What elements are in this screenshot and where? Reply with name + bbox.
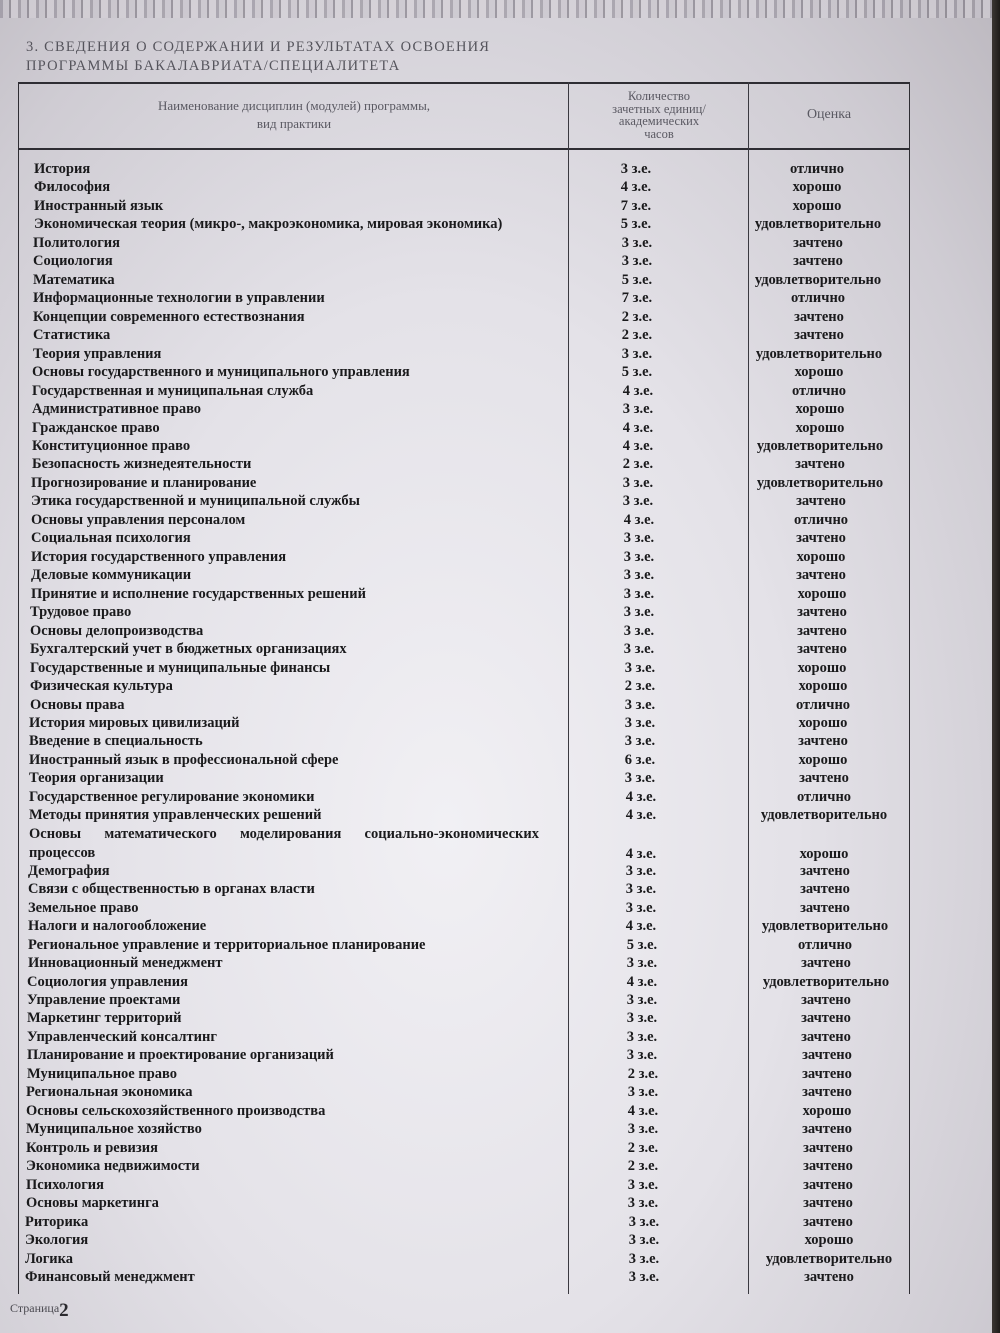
- credit-units: 3 з.е.: [628, 1214, 660, 1230]
- credit-units: 3 з.е.: [626, 1029, 658, 1045]
- credit-units: 3 з.е.: [623, 549, 655, 565]
- table-row: [0, 806, 992, 824]
- table-row: [0, 1102, 992, 1120]
- grade-value: зачтено: [796, 493, 846, 509]
- discipline-name: Статистика: [33, 327, 111, 343]
- discipline-name: Управленческий консалтинг: [27, 1029, 217, 1045]
- grade-value: зачтено: [803, 1158, 853, 1174]
- credit-units: 3 з.е.: [624, 660, 656, 676]
- discipline-name: Прогнозирование и планирование: [31, 475, 257, 491]
- grade-value: хорошо: [795, 420, 845, 436]
- discipline-name: Планирование и проектирование организаций: [27, 1047, 334, 1063]
- credit-units: 3 з.е.: [626, 992, 658, 1008]
- grade-value: отлично: [793, 512, 849, 528]
- table-row: [0, 1157, 992, 1175]
- table-row: [0, 234, 992, 252]
- discipline-name: Теория организации: [29, 770, 164, 786]
- table-row: [0, 215, 992, 233]
- discipline-name: Политология: [33, 235, 120, 251]
- table-row: [0, 1268, 992, 1286]
- discipline-name: Управление проектами: [27, 992, 181, 1008]
- grade-value: хорошо: [802, 1103, 852, 1119]
- credit-units: 7 з.е.: [621, 290, 653, 306]
- credit-units: 3 з.е.: [621, 253, 653, 269]
- credit-units: 2 з.е.: [624, 678, 656, 694]
- credit-units: 3 з.е.: [627, 1177, 659, 1193]
- credit-units: 3 з.е.: [628, 1269, 660, 1285]
- grade-value: хорошо: [798, 715, 848, 731]
- grade-value: удовлетворительно: [754, 272, 882, 288]
- table-row: [0, 178, 992, 196]
- credit-units: 5 з.е.: [620, 216, 652, 232]
- table-row: [0, 1028, 992, 1046]
- credit-units: 3 з.е.: [628, 1232, 660, 1248]
- credit-units: 3 з.е.: [622, 401, 654, 417]
- credit-units: 3 з.е.: [624, 715, 656, 731]
- grade-value: зачтено: [798, 733, 848, 749]
- discipline-name: Информационные технологии в управлении: [33, 290, 325, 306]
- discipline-name: Муниципальное хозяйство: [26, 1121, 202, 1137]
- section-title-line-2: ПРОГРАММЫ БАКАЛАВРИАТА/СПЕЦИАЛИТЕТА: [26, 58, 401, 74]
- credit-units: 3 з.е.: [627, 1084, 659, 1100]
- grade-value: зачтено: [802, 1047, 852, 1063]
- credit-units: 3 з.е.: [624, 733, 656, 749]
- credit-units: 3 з.е.: [620, 161, 652, 177]
- discipline-name: Иностранный язык: [34, 198, 164, 214]
- grade-value: зачтено: [797, 641, 847, 657]
- credit-units: 5 з.е.: [621, 272, 653, 288]
- credit-units: 3 з.е.: [624, 697, 656, 713]
- table-row: [0, 197, 992, 215]
- table-row: [0, 419, 992, 437]
- grade-value: зачтено: [797, 604, 847, 620]
- grade-value: зачтено: [802, 1121, 852, 1137]
- table-row: [0, 382, 992, 400]
- table-row: [0, 640, 992, 658]
- discipline-name: Государственное регулирование экономики: [29, 789, 315, 805]
- grade-value: зачтено: [804, 1269, 854, 1285]
- table-row: [0, 289, 992, 307]
- table-row: [0, 585, 992, 603]
- table-row: [0, 917, 992, 935]
- discipline-name: Социология: [33, 253, 113, 269]
- grade-value: удовлетворительно: [760, 807, 888, 823]
- credit-units: 3 з.е.: [623, 567, 655, 583]
- table-row: [0, 1213, 992, 1231]
- grade-value: зачтено: [795, 456, 845, 472]
- grade-value: хорошо: [799, 846, 849, 862]
- discipline-name: Бухгалтерский учет в бюджетных организациях: [30, 641, 347, 657]
- table-row: [0, 271, 992, 289]
- grade-value: удовлетворительно: [756, 475, 884, 491]
- table-row: [0, 529, 992, 547]
- discipline-name: Инновационный менеджмент: [28, 955, 223, 971]
- discipline-name: Финансовый менеджмент: [25, 1269, 195, 1285]
- grade-value: зачтено: [801, 955, 851, 971]
- credit-units: 3 з.е.: [623, 586, 655, 602]
- discipline-name: Основы управления персоналом: [31, 512, 246, 528]
- grade-value: зачтено: [796, 567, 846, 583]
- grade-value: удовлетворительно: [762, 974, 890, 990]
- discipline-name: Этика государственной и муниципальной службы: [31, 493, 360, 509]
- discipline-name: Риторика: [25, 1214, 89, 1230]
- grade-value: отлично: [797, 937, 853, 953]
- table-row: [0, 751, 992, 769]
- discipline-name: Муниципальное право: [27, 1066, 178, 1082]
- discipline-name: Маркетинг территорий: [27, 1010, 182, 1026]
- credit-units: 3 з.е.: [625, 863, 657, 879]
- page-number: 2: [59, 1300, 69, 1321]
- grade-value: удовлетворительно: [754, 216, 882, 232]
- table-row: [0, 788, 992, 806]
- credit-units: 4 з.е.: [625, 807, 657, 823]
- table-row: [0, 732, 992, 750]
- table-row: [0, 603, 992, 621]
- discipline-name: Основы маркетинга: [26, 1195, 159, 1211]
- discipline-name: Экономика недвижимости: [26, 1158, 200, 1174]
- grade-value: зачтено: [794, 327, 844, 343]
- grade-value: хорошо: [795, 401, 845, 417]
- credit-units: 3 з.е.: [624, 770, 656, 786]
- grade-value: зачтено: [802, 1084, 852, 1100]
- discipline-name: Деловые коммуникации: [31, 567, 192, 583]
- discipline-name: Земельное право: [28, 900, 139, 916]
- table-row: [0, 769, 992, 787]
- grade-value: хорошо: [794, 364, 844, 380]
- credit-units: 3 з.е.: [623, 604, 655, 620]
- discipline-name: История мировых цивилизаций: [29, 715, 240, 731]
- grade-value: удовлетворительно: [755, 346, 883, 362]
- grade-value: зачтено: [801, 1029, 851, 1045]
- grade-value: хорошо: [796, 549, 846, 565]
- grade-value: удовлетворительно: [756, 438, 884, 454]
- table-row: [0, 474, 992, 492]
- credit-units: 4 з.е.: [622, 383, 654, 399]
- table-row: [0, 400, 992, 418]
- grade-value: хорошо: [792, 198, 842, 214]
- discipline-name: Конституционное право: [32, 438, 191, 454]
- table-row: [0, 622, 992, 640]
- table-row: [0, 677, 992, 695]
- header-discipline-name: Наименование дисциплин (модулей) программы, вид практики: [157, 98, 431, 131]
- discipline-name: Психология: [26, 1177, 104, 1193]
- grade-value: зачтено: [803, 1195, 853, 1211]
- table-row: [0, 308, 992, 326]
- grade-value: отлично: [790, 290, 846, 306]
- discipline-name: Теория управления: [33, 346, 162, 362]
- credit-units: 4 з.е.: [625, 846, 657, 862]
- table-row: [0, 566, 992, 584]
- credit-units: 3 з.е.: [622, 475, 654, 491]
- discipline-name: Введение в специальность: [29, 733, 203, 749]
- grade-value: хорошо: [797, 586, 847, 602]
- discipline-name: Административное право: [32, 401, 202, 417]
- credit-units: 3 з.е.: [623, 623, 655, 639]
- credit-units: 2 з.е.: [621, 309, 653, 325]
- credit-units: 3 з.е.: [621, 346, 653, 362]
- grade-value: зачтено: [800, 881, 850, 897]
- grade-value: зачтено: [793, 235, 843, 251]
- table-row: [0, 659, 992, 677]
- credit-units: 4 з.е.: [622, 438, 654, 454]
- credit-units: 4 з.е.: [627, 1103, 659, 1119]
- grade-value: хорошо: [797, 660, 847, 676]
- credit-units: 5 з.е.: [626, 937, 658, 953]
- credit-units: 4 з.е.: [620, 179, 652, 195]
- discipline-name: Экология: [25, 1232, 89, 1248]
- discipline-name: Основы делопроизводства: [30, 623, 204, 639]
- table-row: [0, 492, 992, 510]
- credit-units: 3 з.е.: [627, 1195, 659, 1211]
- credit-units: 6 з.е.: [624, 752, 656, 768]
- table-row: [0, 345, 992, 363]
- table-row: [0, 991, 992, 1009]
- discipline-name: История государственного управления: [31, 549, 287, 565]
- credit-units: 2 з.е.: [622, 456, 654, 472]
- discipline-name: Социальная психология: [31, 530, 191, 546]
- grade-value: хорошо: [798, 752, 848, 768]
- discipline-name: Методы принятия управленческих решений: [29, 807, 322, 823]
- discipline-name: Основы государственного и муниципального управления: [32, 364, 410, 380]
- discipline-name: Иностранный язык в профессиональной сфере: [29, 752, 339, 768]
- header-grade: Оценка: [806, 106, 852, 122]
- table-row: [0, 1176, 992, 1194]
- grade-value: зачтено: [800, 863, 850, 879]
- header-credit-units: Количество зачетных единиц/ академических часов: [612, 89, 706, 141]
- grade-value: зачтено: [796, 530, 846, 546]
- table-row: [0, 714, 992, 732]
- discipline-name: Концепции современного естествознания: [33, 309, 305, 325]
- section-title-line-1: 3. СВЕДЕНИЯ О СОДЕРЖАНИИ И РЕЗУЛЬТАТАХ ОСВОЕНИЯ: [26, 39, 491, 55]
- table-row: [0, 1009, 992, 1027]
- table-row: [0, 455, 992, 473]
- discipline-name: Контроль и ревизия: [26, 1140, 158, 1156]
- grade-value: отлично: [789, 161, 845, 177]
- credit-units: 2 з.е.: [627, 1158, 659, 1174]
- discipline-name: Безопасность жизнедеятельности: [32, 456, 252, 472]
- table-row: [0, 1120, 992, 1138]
- discipline-name: Экономическая теория (микро-, макроэкономика, мировая экономика): [34, 216, 503, 232]
- credit-units: 3 з.е.: [623, 530, 655, 546]
- discipline-name: Региональная экономика: [26, 1084, 193, 1100]
- grade-value: зачтено: [803, 1177, 853, 1193]
- credit-units: 4 з.е.: [625, 789, 657, 805]
- table-row: [0, 363, 992, 381]
- credit-units: 4 з.е.: [622, 420, 654, 436]
- grade-value: отлично: [791, 383, 847, 399]
- credit-units: 4 з.е.: [626, 974, 658, 990]
- credit-units: 3 з.е.: [625, 900, 657, 916]
- discipline-name: Региональное управление и территориальное планирование: [28, 937, 426, 953]
- grade-value: зачтено: [799, 770, 849, 786]
- table-row: [0, 326, 992, 344]
- discipline-name: Социология управления: [27, 974, 188, 990]
- discipline-name: Государственная и муниципальная служба: [32, 383, 314, 399]
- grade-value: удовлетворительно: [761, 918, 889, 934]
- credit-units: 2 з.е.: [621, 327, 653, 343]
- discipline-name: Математика: [33, 272, 115, 288]
- credit-units: 4 з.е.: [623, 512, 655, 528]
- credit-units: 7 з.е.: [620, 198, 652, 214]
- credit-units: 3 з.е.: [628, 1251, 660, 1267]
- grade-value: удовлетворительно: [765, 1251, 893, 1267]
- credit-units: 3 з.е.: [626, 955, 658, 971]
- grade-value: хорошо: [798, 678, 848, 694]
- table-row: [0, 1250, 992, 1268]
- grade-value: зачтено: [802, 1066, 852, 1082]
- discipline-name: Налоги и налогообложение: [28, 918, 207, 934]
- grade-value: зачтено: [797, 623, 847, 639]
- credit-units: 3 з.е.: [622, 493, 654, 509]
- discipline-name: Государственные и муниципальные финансы: [30, 660, 331, 676]
- grade-value: отлично: [796, 789, 852, 805]
- discipline-name: Демография: [28, 863, 110, 879]
- discipline-name: Основы сельскохозяйственного производства: [26, 1103, 326, 1119]
- page-label: Страница: [10, 1301, 60, 1315]
- credit-units: 3 з.е.: [626, 1047, 658, 1063]
- table-row: [0, 1065, 992, 1083]
- table-row: [0, 1231, 992, 1249]
- grade-value: зачтено: [793, 253, 843, 269]
- table-row: [0, 1194, 992, 1212]
- page-footer: [10, 1300, 69, 1322]
- discipline-name: Трудовое право: [30, 604, 132, 620]
- grade-value: зачтено: [800, 900, 850, 916]
- grade-value: хорошо: [792, 179, 842, 195]
- table-row: [0, 548, 992, 566]
- table-row: [0, 954, 992, 972]
- table-row: [0, 880, 992, 898]
- grade-value: зачтено: [801, 1010, 851, 1026]
- credit-units: 2 з.е.: [627, 1066, 659, 1082]
- table-row: [0, 862, 992, 880]
- discipline-name: Основы математического моделирования социально-экономических процессов: [29, 826, 539, 861]
- grade-value: зачтено: [803, 1214, 853, 1230]
- table-row: [0, 936, 992, 954]
- credit-units: 3 з.е.: [626, 1010, 658, 1026]
- table-row: [0, 437, 992, 455]
- table-row: [0, 1046, 992, 1064]
- discipline-name: Связи с общественностью в органах власти: [28, 881, 315, 897]
- discipline-name: Логика: [25, 1251, 74, 1267]
- table-row: [0, 252, 992, 270]
- grade-value: хорошо: [804, 1232, 854, 1248]
- discipline-name: Основы права: [30, 697, 125, 713]
- table-row: [0, 1083, 992, 1101]
- credit-units: 3 з.е.: [627, 1121, 659, 1137]
- discipline-name: Философия: [34, 179, 111, 195]
- grade-value: зачтено: [801, 992, 851, 1008]
- table-row: [0, 973, 992, 991]
- grade-value: зачтено: [794, 309, 844, 325]
- grade-value: зачтено: [803, 1140, 853, 1156]
- grade-value: отлично: [795, 697, 851, 713]
- credit-units: 3 з.е.: [623, 641, 655, 657]
- credit-units: 3 з.е.: [621, 235, 653, 251]
- table-row: [0, 825, 992, 863]
- discipline-name: Гражданское право: [32, 420, 160, 436]
- discipline-name: История: [34, 161, 91, 177]
- discipline-name: Принятие и исполнение государственных решений: [31, 586, 366, 602]
- table-row: [0, 160, 992, 178]
- table-row: [0, 696, 992, 714]
- background-edge: [992, 0, 1000, 1333]
- table-row: [0, 1139, 992, 1157]
- discipline-name: Физическая культура: [30, 678, 173, 694]
- credit-units: 5 з.е.: [621, 364, 653, 380]
- credit-units: 2 з.е.: [627, 1140, 659, 1156]
- table-row: [0, 511, 992, 529]
- table-row: [0, 899, 992, 917]
- credit-units: 4 з.е.: [625, 918, 657, 934]
- credit-units: 3 з.е.: [625, 881, 657, 897]
